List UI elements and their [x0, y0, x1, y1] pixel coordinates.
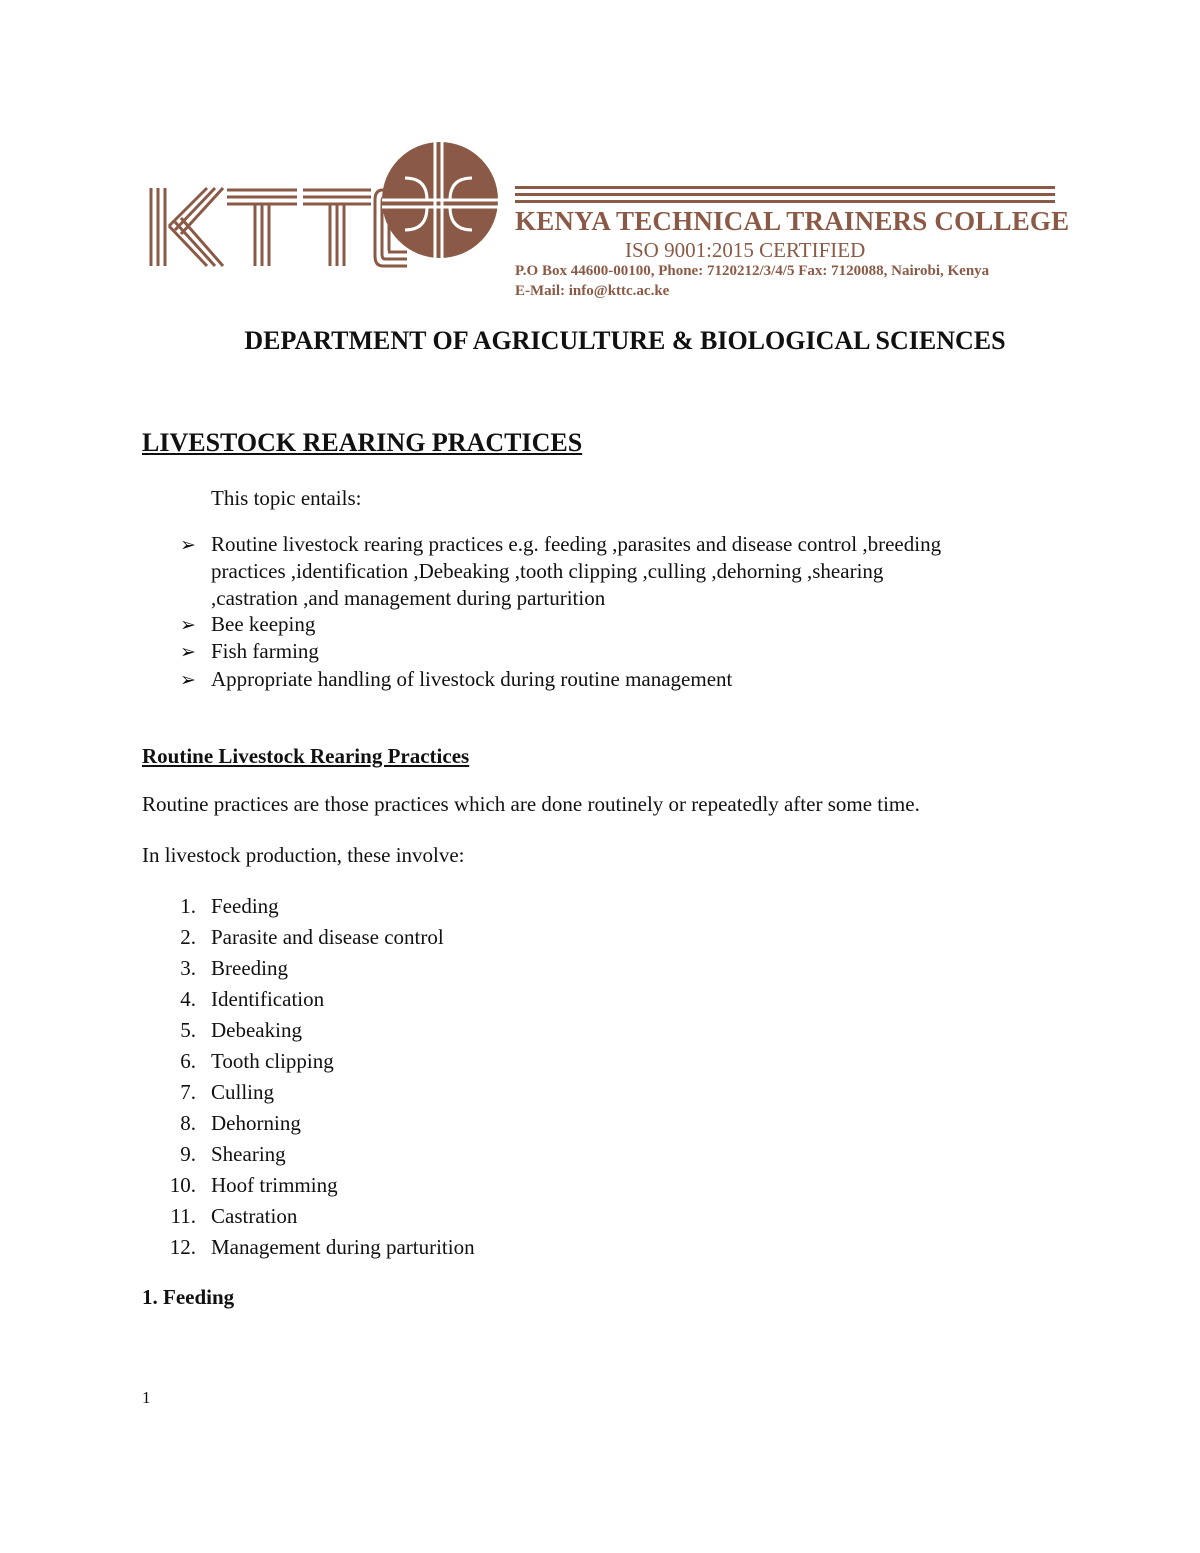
bullet-item-line: Bee keeping: [211, 612, 316, 636]
list-number: 7.: [180, 1080, 196, 1104]
list-item: Dehorning: [211, 1111, 301, 1135]
college-email: E-Mail: info@kttc.ac.ke: [515, 283, 670, 299]
list-item: Feeding: [211, 894, 279, 918]
list-number: 9.: [180, 1142, 196, 1166]
feeding-subheading: 1. Feeding: [142, 1285, 235, 1309]
list-item: Hoof trimming: [211, 1173, 338, 1197]
list-number: 12.: [169, 1235, 196, 1259]
section-heading: Routine Livestock Rearing Practices: [142, 744, 470, 768]
department-title: DEPARTMENT OF AGRICULTURE & BIOLOGICAL SCIENCES: [244, 326, 1006, 355]
letterhead-rule: [515, 186, 1055, 192]
kttc-logo: [145, 138, 510, 268]
list-item: Castration: [211, 1204, 298, 1228]
bullet-arrow-icon: ➢: [180, 642, 196, 663]
list-number: 1.: [180, 894, 196, 918]
involve-intro: In livestock production, these involve:: [142, 843, 465, 867]
iso-certification: ISO 9001:2015 CERTIFIED: [625, 238, 866, 262]
bullet-arrow-icon: ➢: [180, 535, 196, 556]
list-item: Identification: [211, 987, 325, 1011]
list-number: 4.: [180, 987, 196, 1011]
list-number: 6.: [180, 1049, 196, 1073]
list-number: 11.: [170, 1204, 196, 1228]
list-item: Debeaking: [211, 1018, 302, 1042]
bullet-item-line: Routine livestock rearing practices e.g. feeding ,parasites and disease control ,breeding: [211, 532, 942, 556]
bullet-item-line: practices ,identification ,Debeaking ,tooth clipping ,culling ,dehorning ,shearing: [211, 559, 884, 583]
list-item: Management during parturition: [211, 1235, 475, 1259]
college-name: KENYA TECHNICAL TRAINERS COLLEGE: [515, 206, 1070, 236]
list-item: Tooth clipping: [211, 1049, 334, 1073]
bullet-arrow-icon: ➢: [180, 670, 196, 691]
list-item: Breeding: [211, 956, 288, 980]
list-number: 5.: [180, 1018, 196, 1042]
definition-paragraph: Routine practices are those practices which are done routinely or repeatedly after some time.: [142, 792, 920, 816]
list-number: 3.: [180, 956, 196, 980]
list-item: Shearing: [211, 1142, 286, 1166]
topic-title: LIVESTOCK REARING PRACTICES: [142, 428, 583, 457]
letterhead: [145, 138, 1070, 308]
bullet-item-line: ,castration ,and management during parturition: [211, 586, 606, 610]
college-address: P.O Box 44600-00100, Phone: 7120212/3/4/5 Fax: 7120088, Nairobi, Kenya: [515, 263, 990, 279]
bullet-arrow-icon: ➢: [180, 615, 196, 636]
bullet-item-line: Appropriate handling of livestock during routine management: [211, 667, 733, 691]
list-number: 2.: [180, 925, 196, 949]
list-item: Parasite and disease control: [211, 925, 444, 949]
list-item: Culling: [211, 1080, 275, 1104]
topic-intro: This topic entails:: [211, 486, 362, 510]
bullet-item-line: Fish farming: [211, 639, 319, 663]
page-number: 1: [142, 1388, 151, 1407]
list-number: 8.: [180, 1111, 196, 1135]
list-number: 10.: [169, 1173, 196, 1197]
